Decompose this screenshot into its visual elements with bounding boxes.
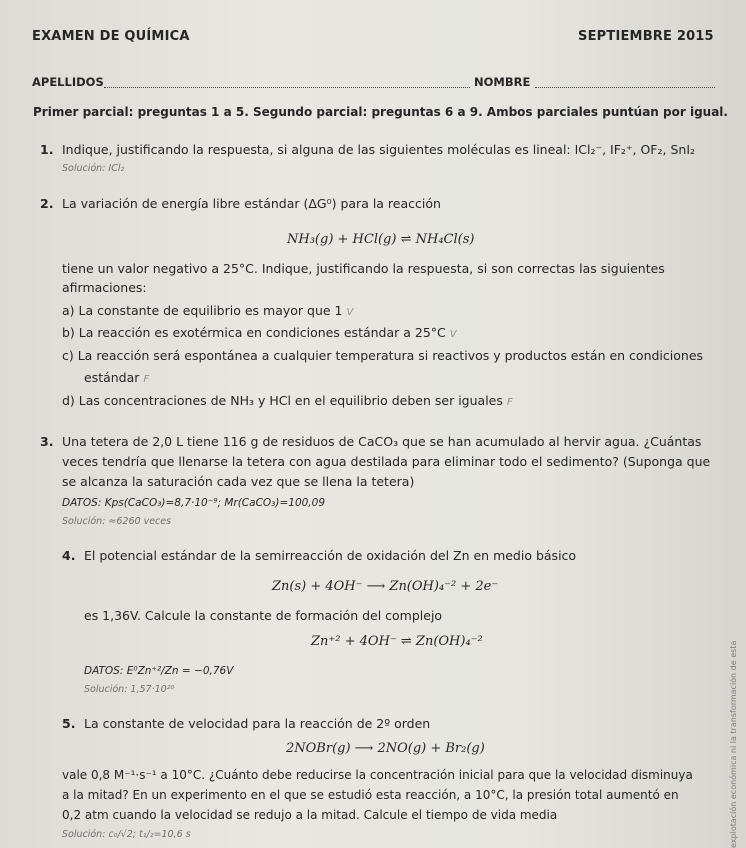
q2-equation: NH₃(g) + HCl(g) ⇌ NH₄Cl(s) xyxy=(287,232,475,247)
q4-line-1: El potencial estándar de la semirreacción de oxidación del Zn en medio básico xyxy=(84,548,577,563)
q2-option-c-cont xyxy=(84,370,149,385)
q2-option-c xyxy=(62,348,703,363)
exam-instructions: Primer parcial: preguntas 1 a 5. Segundo parcial: preguntas 6 a 9. Ambos parciales puntúan por igual. xyxy=(33,105,728,119)
q2-option-b-text: b) La reacción es exotérmica en condiciones estándar a 25°C xyxy=(62,325,446,340)
q1-solution: Solución: ICl₂ xyxy=(62,163,125,174)
surname-label: APELLIDOS xyxy=(32,75,104,89)
q1-text: Indique, justificando la respuesta, si alguna de las siguientes moléculas es lineal: ICl₂⁻, IF₂⁺, OF₂, SnI₂ xyxy=(62,142,696,157)
q2-option-b-mark: V xyxy=(449,329,457,340)
q2-option-c-text-2: estándar xyxy=(84,370,140,385)
side-copyright-text: explotación económica ni la transformación de esta xyxy=(729,640,738,848)
q2-option-c-mark: F xyxy=(143,374,150,385)
q5-number: 5. xyxy=(62,716,76,731)
q5-line-3: a la mitad? En un experimento en el que se estudió esta reacción, a 10°C, la presión total aumentó en xyxy=(62,788,679,802)
q3-line-1: Una tetera de 2,0 L tiene 116 g de residuos de CaCO₃ que se han acumulado al hervir agua. ¿Cuántas xyxy=(62,434,702,449)
q2-text-2b: afirmaciones: xyxy=(62,280,147,295)
q4-equation-2: Zn⁺² + 4OH⁻ ⇌ Zn(OH)₄⁻² xyxy=(311,634,483,649)
q5-solution: Solución: c₀/√2; t₁/₂=10,6 s xyxy=(62,829,191,840)
q2-option-a xyxy=(62,303,353,318)
q5-equation: 2NOBr(g) ⟶ 2NO(g) + Br₂(g) xyxy=(286,741,485,756)
q4-number: 4. xyxy=(62,548,76,563)
exam-date: SEPTIEMBRE 2015 xyxy=(578,29,714,44)
q4-solution: Solución: 1,57·10²⁰ xyxy=(84,684,175,695)
name-label: NOMBRE xyxy=(474,75,531,89)
q2-option-a-mark: V xyxy=(346,307,354,318)
q2-text: La variación de energía libre estándar (ΔG⁰) para la reacción xyxy=(62,196,441,211)
q2-text-2a: tiene un valor negativo a 25°C. Indique, justificando la respuesta, si son correctas las siguientes xyxy=(62,261,665,276)
q2-option-b xyxy=(62,325,457,340)
q2-option-d-mark: F xyxy=(506,397,513,408)
q4-line-2: es 1,36V. Calcule la constante de formación del complejo xyxy=(84,608,443,623)
q5-line-1: La constante de velocidad para la reacción de 2º orden xyxy=(84,716,431,731)
q1-number: 1. xyxy=(40,142,54,157)
exam-title: EXAMEN DE QUÍMICA xyxy=(32,29,190,44)
q2-option-d xyxy=(62,393,513,408)
surname-line xyxy=(104,87,470,88)
q3-data: DATOS: Kps(CaCO₃)=8,7·10⁻⁹; Mr(CaCO₃)=100,09 xyxy=(62,497,326,509)
q4-equation-1: Zn(s) + 4OH⁻ ⟶ Zn(OH)₄⁻² + 2e⁻ xyxy=(272,579,499,594)
q3-number: 3. xyxy=(40,434,54,449)
q5-line-2: vale 0,8 M⁻¹·s⁻¹ a 10°C. ¿Cuánto debe reducirse la concentración inicial para que la velocidad disminuya xyxy=(62,768,693,782)
q2-option-c-text: c) La reacción será espontánea a cualquier temperatura si reactivos y productos están en condiciones xyxy=(62,348,704,363)
q3-solution: Solución: ≈6260 veces xyxy=(62,516,172,527)
q3-line-3: se alcanza la saturación cada vez que se llena la tetera) xyxy=(62,474,415,489)
q2-option-a-text: a) La constante de equilibrio es mayor que 1 xyxy=(62,303,343,318)
name-line xyxy=(535,87,715,88)
q5-line-4: 0,2 atm cuando la velocidad se redujo a la mitad. Calcule el tiempo de vida media xyxy=(62,808,558,822)
q4-data: DATOS: E⁰Zn⁺²/Zn = −0,76V xyxy=(84,665,234,677)
q2-option-d-text: d) Las concentraciones de NH₃ y HCl en el equilibrio deben ser iguales xyxy=(62,393,503,408)
q2-number: 2. xyxy=(40,196,54,211)
q3-line-2: veces tendría que llenarse la tetera con agua destilada para eliminar todo el sedimento? (Suponga que xyxy=(62,454,711,469)
